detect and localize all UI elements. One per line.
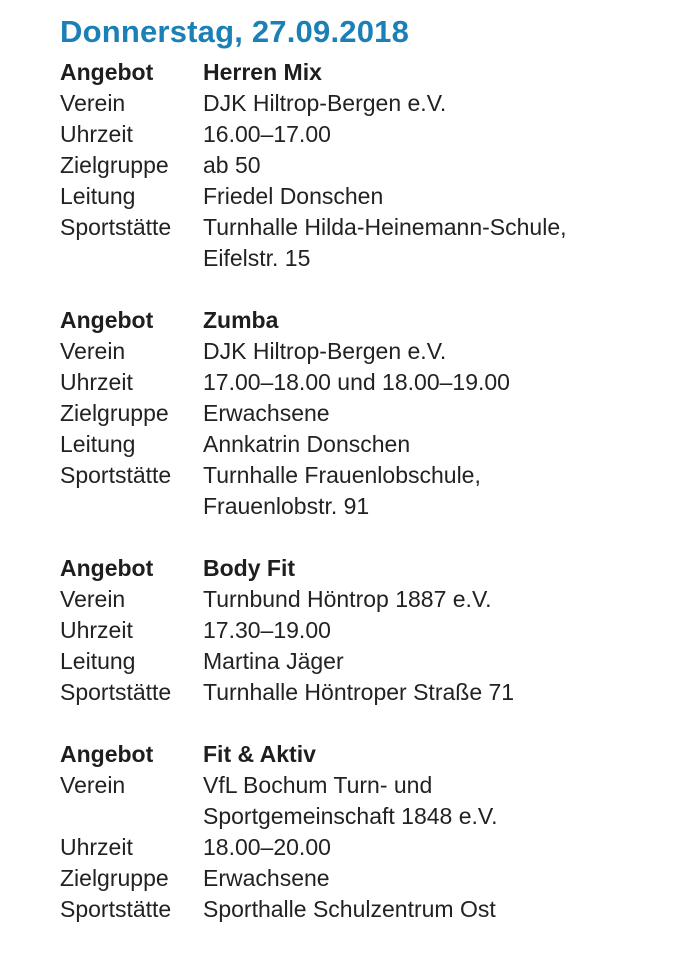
- offer-field-row: [60, 646, 680, 677]
- field-label: Uhrzeit: [60, 369, 133, 395]
- field-value-line: Martina Jäger: [203, 648, 344, 674]
- offer-block: [60, 739, 680, 925]
- field-value-line: VfL Bochum Turn- und: [203, 772, 433, 798]
- field-value-line: Sportgemeinschaft 1848 e.V.: [203, 803, 498, 829]
- field-value: [203, 770, 680, 832]
- field-value: [203, 863, 680, 894]
- field-value: [203, 460, 680, 522]
- field-label: Sportstätte: [60, 896, 172, 922]
- field-value: [203, 119, 680, 150]
- page-title: Donnerstag, 27.09.2018: [60, 14, 410, 49]
- field-label: Verein: [60, 772, 126, 798]
- field-value-line: Turnhalle Hilda-Heinemann-Schule,: [203, 214, 567, 240]
- field-value: [203, 181, 680, 212]
- field-label: Zielgruppe: [60, 865, 169, 891]
- field-value-line: 16.00–17.00: [203, 121, 331, 147]
- field-value: [203, 429, 680, 460]
- offer-field-row: [60, 88, 680, 119]
- field-label: Angebot: [60, 59, 154, 85]
- field-label: Angebot: [60, 555, 154, 581]
- field-label: Uhrzeit: [60, 121, 133, 147]
- field-value-line: 18.00–20.00: [203, 834, 331, 860]
- field-value: [203, 336, 680, 367]
- field-value-line: DJK Hiltrop-Bergen e.V.: [203, 90, 447, 116]
- field-value: [203, 150, 680, 181]
- offer-list: [60, 57, 680, 925]
- field-value-line: Annkatrin Donschen: [203, 431, 411, 457]
- offer-field-row: [60, 429, 680, 460]
- field-value-line: Friedel Donschen: [203, 183, 384, 209]
- field-value: [203, 305, 680, 336]
- offer-field-row: [60, 615, 680, 646]
- field-value: [203, 677, 680, 708]
- field-value-line: Eifelstr. 15: [203, 245, 311, 271]
- offer-field-row: [60, 119, 680, 150]
- offer-field-row: [60, 150, 680, 181]
- offer-field-row: [60, 460, 680, 522]
- field-label: Uhrzeit: [60, 834, 133, 860]
- field-value: [203, 584, 680, 615]
- field-value-line: Turnhalle Höntroper Straße 71: [203, 679, 515, 705]
- offer-title-row: [60, 57, 680, 88]
- field-value-line: Sporthalle Schulzentrum Ost: [203, 896, 496, 922]
- offer-field-row: [60, 863, 680, 894]
- field-value-line: 17.30–19.00: [203, 617, 331, 643]
- field-value-line: Fit & Aktiv: [203, 741, 316, 767]
- field-label: Zielgruppe: [60, 152, 169, 178]
- field-label: Verein: [60, 586, 126, 612]
- field-value-line: DJK Hiltrop-Bergen e.V.: [203, 338, 447, 364]
- field-value: [203, 553, 680, 584]
- schedule-page: [60, 12, 680, 956]
- field-label: Sportstätte: [60, 214, 172, 240]
- field-label: Sportstätte: [60, 679, 172, 705]
- field-value-line: Herren Mix: [203, 59, 322, 85]
- field-label: Verein: [60, 338, 126, 364]
- field-value: [203, 88, 680, 119]
- field-value-line: Turnhalle Frauenlobschule,: [203, 462, 481, 488]
- offer-title-row: [60, 739, 680, 770]
- field-label: Verein: [60, 90, 126, 116]
- field-value-line: Turnbund Höntrop 1887 e.V.: [203, 586, 492, 612]
- offer-field-row: [60, 398, 680, 429]
- offer-field-row: [60, 181, 680, 212]
- offer-field-row: [60, 894, 680, 925]
- field-label: Leitung: [60, 648, 136, 674]
- offer-field-row: [60, 212, 680, 274]
- field-label: Leitung: [60, 183, 136, 209]
- offer-field-row: [60, 584, 680, 615]
- field-label: Leitung: [60, 431, 136, 457]
- field-value: [203, 646, 680, 677]
- field-value-line: Zumba: [203, 307, 279, 333]
- field-label: Uhrzeit: [60, 617, 133, 643]
- offer-block: [60, 305, 680, 522]
- offer-block: [60, 57, 680, 274]
- field-value: [203, 615, 680, 646]
- offer-field-row: [60, 336, 680, 367]
- offer-field-row: [60, 367, 680, 398]
- offer-field-row: [60, 770, 680, 832]
- field-value: [203, 57, 680, 88]
- field-value-line: ab 50: [203, 152, 261, 178]
- offer-title-row: [60, 305, 680, 336]
- field-label: Angebot: [60, 741, 154, 767]
- field-value: [203, 894, 680, 925]
- field-label: Zielgruppe: [60, 400, 169, 426]
- field-value: [203, 398, 680, 429]
- field-value: [203, 832, 680, 863]
- field-value: [203, 212, 680, 274]
- field-value-line: Erwachsene: [203, 400, 330, 426]
- field-value: [203, 739, 680, 770]
- field-value-line: Body Fit: [203, 555, 295, 581]
- field-value-line: Frauenlobstr. 91: [203, 493, 370, 519]
- offer-title-row: [60, 553, 680, 584]
- field-label: Angebot: [60, 307, 154, 333]
- offer-field-row: [60, 832, 680, 863]
- field-value-line: 17.00–18.00 und 18.00–19.00: [203, 369, 510, 395]
- offer-block: [60, 553, 680, 708]
- field-value: [203, 367, 680, 398]
- field-label: Sportstätte: [60, 462, 172, 488]
- offer-field-row: [60, 677, 680, 708]
- field-value-line: Erwachsene: [203, 865, 330, 891]
